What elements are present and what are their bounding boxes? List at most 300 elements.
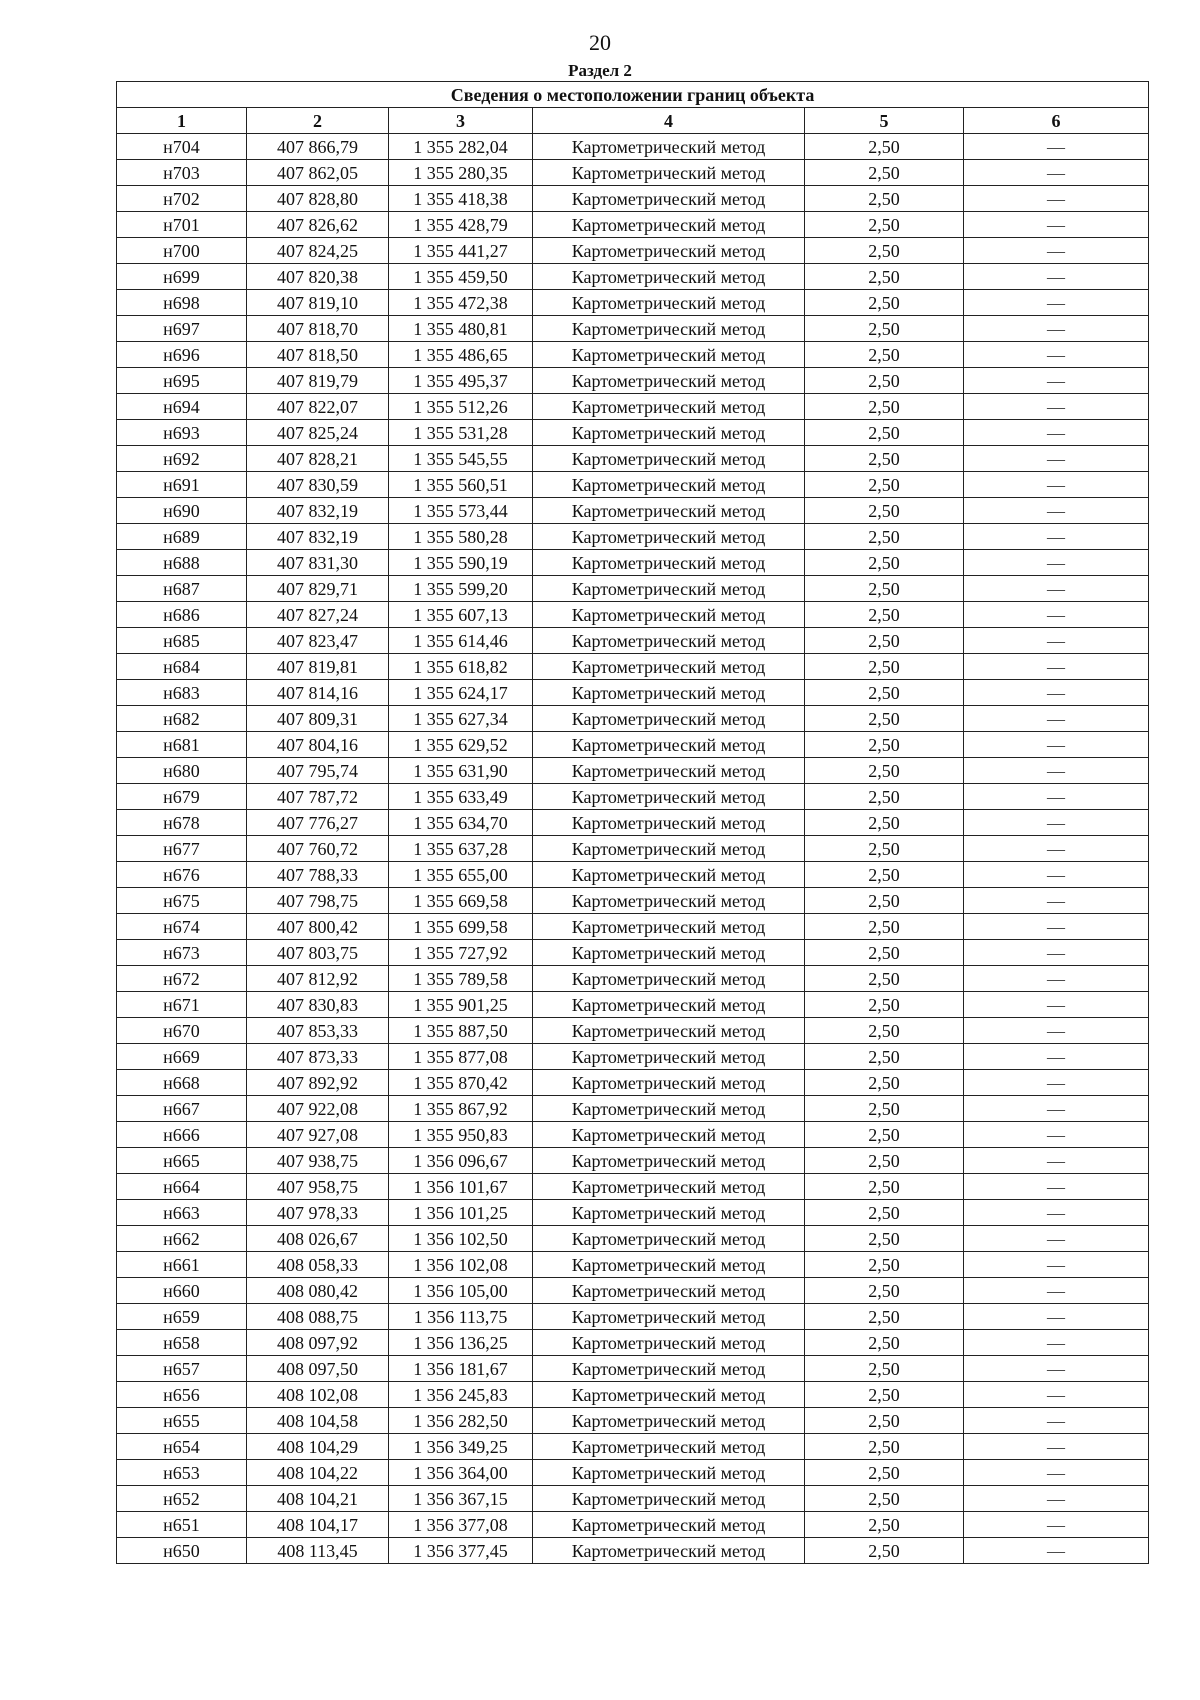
- cell-coordinate-y: 1 356 136,25: [389, 1330, 533, 1356]
- cell-method: Картометрический метод: [533, 1408, 805, 1434]
- cell-accuracy: 2,50: [805, 524, 964, 550]
- table-caption: Сведения о местоположении границ объекта: [117, 82, 1149, 108]
- cell-coordinate-y: 1 355 870,42: [389, 1070, 533, 1096]
- table-row: [117, 940, 1149, 966]
- cell-coordinate-y: 1 356 349,25: [389, 1434, 533, 1460]
- cell-coordinate-x: 408 104,22: [247, 1460, 389, 1486]
- table-row: [117, 992, 1149, 1018]
- cell-method: Картометрический метод: [533, 1096, 805, 1122]
- cell-accuracy: 2,50: [805, 316, 964, 342]
- cell-point-name: н665: [117, 1148, 247, 1174]
- cell-coordinate-y: 1 355 531,28: [389, 420, 533, 446]
- cell-method: Картометрический метод: [533, 524, 805, 550]
- cell-note: —: [964, 1486, 1149, 1512]
- cell-coordinate-x: 407 824,25: [247, 238, 389, 264]
- cell-accuracy: 2,50: [805, 498, 964, 524]
- cell-note: —: [964, 1148, 1149, 1174]
- cell-coordinate-x: 407 832,19: [247, 498, 389, 524]
- cell-method: Картометрический метод: [533, 1512, 805, 1538]
- cell-coordinate-x: 408 104,29: [247, 1434, 389, 1460]
- cell-point-name: н660: [117, 1278, 247, 1304]
- cell-accuracy: 2,50: [805, 212, 964, 238]
- table-row: [117, 1122, 1149, 1148]
- cell-accuracy: 2,50: [805, 1512, 964, 1538]
- cell-coordinate-y: 1 355 280,35: [389, 160, 533, 186]
- cell-note: —: [964, 706, 1149, 732]
- cell-coordinate-x: 407 831,30: [247, 550, 389, 576]
- cell-coordinate-y: 1 355 614,46: [389, 628, 533, 654]
- cell-point-name: н684: [117, 654, 247, 680]
- table-row: [117, 1148, 1149, 1174]
- cell-coordinate-x: 407 795,74: [247, 758, 389, 784]
- cell-point-name: н701: [117, 212, 247, 238]
- table-row: [117, 1200, 1149, 1226]
- cell-point-name: н697: [117, 316, 247, 342]
- cell-note: —: [964, 862, 1149, 888]
- cell-coordinate-y: 1 356 105,00: [389, 1278, 533, 1304]
- table-row: [117, 134, 1149, 160]
- cell-coordinate-x: 407 927,08: [247, 1122, 389, 1148]
- cell-coordinate-y: 1 356 377,08: [389, 1512, 533, 1538]
- table-row: [117, 862, 1149, 888]
- table-row: [117, 654, 1149, 680]
- column-number-6: 6: [964, 108, 1149, 134]
- cell-note: —: [964, 1408, 1149, 1434]
- cell-method: Картометрический метод: [533, 602, 805, 628]
- cell-coordinate-y: 1 355 950,83: [389, 1122, 533, 1148]
- cell-accuracy: 2,50: [805, 1538, 964, 1564]
- table-row: [117, 238, 1149, 264]
- table-row: [117, 1304, 1149, 1330]
- cell-note: —: [964, 1226, 1149, 1252]
- table-row: [117, 316, 1149, 342]
- cell-coordinate-x: 407 818,70: [247, 316, 389, 342]
- cell-accuracy: 2,50: [805, 1070, 964, 1096]
- cell-note: —: [964, 316, 1149, 342]
- cell-accuracy: 2,50: [805, 446, 964, 472]
- cell-point-name: н651: [117, 1512, 247, 1538]
- cell-accuracy: 2,50: [805, 1330, 964, 1356]
- table-row: [117, 836, 1149, 862]
- cell-note: —: [964, 1278, 1149, 1304]
- table-row: [117, 888, 1149, 914]
- table-row: [117, 1382, 1149, 1408]
- cell-point-name: н692: [117, 446, 247, 472]
- cell-accuracy: 2,50: [805, 1174, 964, 1200]
- cell-coordinate-x: 407 819,81: [247, 654, 389, 680]
- cell-coordinate-y: 1 356 102,50: [389, 1226, 533, 1252]
- cell-method: Картометрический метод: [533, 1330, 805, 1356]
- cell-point-name: н677: [117, 836, 247, 862]
- cell-point-name: н658: [117, 1330, 247, 1356]
- cell-accuracy: 2,50: [805, 966, 964, 992]
- cell-method: Картометрический метод: [533, 394, 805, 420]
- cell-point-name: н691: [117, 472, 247, 498]
- column-number-row: [117, 108, 1149, 134]
- table-row: [117, 1460, 1149, 1486]
- table-row: [117, 498, 1149, 524]
- table-row: [117, 732, 1149, 758]
- cell-note: —: [964, 1512, 1149, 1538]
- cell-point-name: н685: [117, 628, 247, 654]
- cell-accuracy: 2,50: [805, 914, 964, 940]
- table-row: [117, 1356, 1149, 1382]
- cell-method: Картометрический метод: [533, 940, 805, 966]
- cell-method: Картометрический метод: [533, 186, 805, 212]
- cell-note: —: [964, 810, 1149, 836]
- cell-point-name: н668: [117, 1070, 247, 1096]
- table-row: [117, 1538, 1149, 1564]
- column-number-2: 2: [247, 108, 389, 134]
- cell-method: Картометрический метод: [533, 680, 805, 706]
- cell-coordinate-y: 1 355 480,81: [389, 316, 533, 342]
- table-row: [117, 758, 1149, 784]
- cell-point-name: н702: [117, 186, 247, 212]
- cell-point-name: н671: [117, 992, 247, 1018]
- cell-coordinate-x: 407 822,07: [247, 394, 389, 420]
- cell-method: Картометрический метод: [533, 732, 805, 758]
- cell-accuracy: 2,50: [805, 290, 964, 316]
- table-row: [117, 576, 1149, 602]
- cell-coordinate-y: 1 355 633,49: [389, 784, 533, 810]
- column-number-3: 3: [389, 108, 533, 134]
- cell-method: Картометрический метод: [533, 368, 805, 394]
- cell-point-name: н654: [117, 1434, 247, 1460]
- cell-accuracy: 2,50: [805, 1486, 964, 1512]
- cell-coordinate-x: 407 819,79: [247, 368, 389, 394]
- table-row: [117, 550, 1149, 576]
- cell-method: Картометрический метод: [533, 1070, 805, 1096]
- cell-point-name: н699: [117, 264, 247, 290]
- cell-accuracy: 2,50: [805, 810, 964, 836]
- cell-point-name: н656: [117, 1382, 247, 1408]
- cell-point-name: н679: [117, 784, 247, 810]
- cell-coordinate-y: 1 355 789,58: [389, 966, 533, 992]
- column-number-5: 5: [805, 108, 964, 134]
- cell-method: Картометрический метод: [533, 238, 805, 264]
- cell-coordinate-x: 408 097,92: [247, 1330, 389, 1356]
- cell-method: Картометрический метод: [533, 1018, 805, 1044]
- cell-accuracy: 2,50: [805, 940, 964, 966]
- table-row: [117, 290, 1149, 316]
- cell-coordinate-x: 408 104,21: [247, 1486, 389, 1512]
- cell-accuracy: 2,50: [805, 160, 964, 186]
- table-row: [117, 446, 1149, 472]
- cell-method: Картометрический метод: [533, 316, 805, 342]
- cell-note: —: [964, 342, 1149, 368]
- cell-method: Картометрический метод: [533, 628, 805, 654]
- cell-method: Картометрический метод: [533, 1200, 805, 1226]
- cell-coordinate-y: 1 355 282,04: [389, 134, 533, 160]
- table-row: [117, 1408, 1149, 1434]
- table-row: [117, 628, 1149, 654]
- table-row: [117, 1096, 1149, 1122]
- cell-coordinate-x: 407 820,38: [247, 264, 389, 290]
- cell-method: Картометрический метод: [533, 654, 805, 680]
- cell-coordinate-y: 1 355 887,50: [389, 1018, 533, 1044]
- cell-point-name: н686: [117, 602, 247, 628]
- cell-coordinate-y: 1 355 877,08: [389, 1044, 533, 1070]
- table-row: [117, 914, 1149, 940]
- cell-coordinate-x: 408 088,75: [247, 1304, 389, 1330]
- cell-note: —: [964, 914, 1149, 940]
- cell-point-name: н666: [117, 1122, 247, 1148]
- cell-accuracy: 2,50: [805, 550, 964, 576]
- cell-method: Картометрический метод: [533, 420, 805, 446]
- cell-coordinate-x: 407 830,83: [247, 992, 389, 1018]
- cell-accuracy: 2,50: [805, 342, 964, 368]
- cell-accuracy: 2,50: [805, 992, 964, 1018]
- cell-coordinate-y: 1 355 627,34: [389, 706, 533, 732]
- table-body: [117, 134, 1149, 1564]
- cell-point-name: н657: [117, 1356, 247, 1382]
- cell-coordinate-x: 407 788,33: [247, 862, 389, 888]
- column-number-4: 4: [533, 108, 805, 134]
- table-row: [117, 160, 1149, 186]
- cell-method: Картометрический метод: [533, 1304, 805, 1330]
- cell-point-name: н694: [117, 394, 247, 420]
- table-row: [117, 966, 1149, 992]
- cell-method: Картометрический метод: [533, 446, 805, 472]
- cell-coordinate-x: 408 104,17: [247, 1512, 389, 1538]
- cell-coordinate-y: 1 355 634,70: [389, 810, 533, 836]
- cell-coordinate-x: 407 828,21: [247, 446, 389, 472]
- cell-method: Картометрический метод: [533, 1122, 805, 1148]
- cell-coordinate-x: 407 787,72: [247, 784, 389, 810]
- cell-point-name: н700: [117, 238, 247, 264]
- cell-note: —: [964, 186, 1149, 212]
- table-row: [117, 1018, 1149, 1044]
- cell-accuracy: 2,50: [805, 576, 964, 602]
- cell-method: Картометрический метод: [533, 888, 805, 914]
- cell-coordinate-x: 407 829,71: [247, 576, 389, 602]
- cell-accuracy: 2,50: [805, 1200, 964, 1226]
- cell-note: —: [964, 290, 1149, 316]
- cell-accuracy: 2,50: [805, 732, 964, 758]
- cell-note: —: [964, 940, 1149, 966]
- cell-accuracy: 2,50: [805, 1148, 964, 1174]
- table-row: [117, 524, 1149, 550]
- cell-coordinate-x: 407 826,62: [247, 212, 389, 238]
- cell-note: —: [964, 238, 1149, 264]
- cell-coordinate-y: 1 355 655,00: [389, 862, 533, 888]
- cell-note: —: [964, 472, 1149, 498]
- cell-coordinate-y: 1 355 560,51: [389, 472, 533, 498]
- cell-coordinate-y: 1 355 512,26: [389, 394, 533, 420]
- cell-accuracy: 2,50: [805, 1018, 964, 1044]
- column-number-1: 1: [117, 108, 247, 134]
- cell-accuracy: 2,50: [805, 1356, 964, 1382]
- cell-method: Картометрический метод: [533, 160, 805, 186]
- cell-method: Картометрический метод: [533, 1460, 805, 1486]
- cell-method: Картометрический метод: [533, 1278, 805, 1304]
- cell-coordinate-x: 407 819,10: [247, 290, 389, 316]
- cell-coordinate-y: 1 356 367,15: [389, 1486, 533, 1512]
- coordinates-table: [116, 81, 1149, 1564]
- table-row: [117, 1044, 1149, 1070]
- cell-note: —: [964, 1174, 1149, 1200]
- cell-accuracy: 2,50: [805, 888, 964, 914]
- cell-coordinate-y: 1 356 181,67: [389, 1356, 533, 1382]
- cell-coordinate-x: 407 818,50: [247, 342, 389, 368]
- cell-method: Картометрический метод: [533, 1382, 805, 1408]
- table-row: [117, 472, 1149, 498]
- cell-note: —: [964, 654, 1149, 680]
- cell-coordinate-y: 1 355 418,38: [389, 186, 533, 212]
- table-row: [117, 264, 1149, 290]
- cell-point-name: н663: [117, 1200, 247, 1226]
- cell-accuracy: 2,50: [805, 1278, 964, 1304]
- table-row: [117, 1174, 1149, 1200]
- cell-point-name: н670: [117, 1018, 247, 1044]
- cell-coordinate-x: 407 760,72: [247, 836, 389, 862]
- cell-coordinate-x: 407 823,47: [247, 628, 389, 654]
- cell-point-name: н693: [117, 420, 247, 446]
- cell-method: Картометрический метод: [533, 862, 805, 888]
- cell-point-name: н662: [117, 1226, 247, 1252]
- cell-method: Картометрический метод: [533, 1538, 805, 1564]
- cell-coordinate-x: 407 832,19: [247, 524, 389, 550]
- cell-note: —: [964, 1070, 1149, 1096]
- cell-method: Картометрический метод: [533, 290, 805, 316]
- cell-accuracy: 2,50: [805, 628, 964, 654]
- cell-coordinate-x: 407 800,42: [247, 914, 389, 940]
- cell-point-name: н681: [117, 732, 247, 758]
- cell-note: —: [964, 680, 1149, 706]
- table-row: [117, 1512, 1149, 1538]
- cell-note: —: [964, 836, 1149, 862]
- cell-note: —: [964, 1018, 1149, 1044]
- table-row: [117, 706, 1149, 732]
- cell-method: Картометрический метод: [533, 758, 805, 784]
- cell-note: —: [964, 602, 1149, 628]
- cell-coordinate-y: 1 356 282,50: [389, 1408, 533, 1434]
- cell-note: —: [964, 1538, 1149, 1564]
- cell-coordinate-y: 1 355 618,82: [389, 654, 533, 680]
- cell-method: Картометрический метод: [533, 264, 805, 290]
- cell-point-name: н673: [117, 940, 247, 966]
- cell-point-name: н655: [117, 1408, 247, 1434]
- table-row: [117, 186, 1149, 212]
- cell-coordinate-x: 407 938,75: [247, 1148, 389, 1174]
- cell-note: —: [964, 394, 1149, 420]
- cell-point-name: н664: [117, 1174, 247, 1200]
- cell-method: Картометрический метод: [533, 1486, 805, 1512]
- cell-method: Картометрический метод: [533, 212, 805, 238]
- cell-coordinate-x: 407 958,75: [247, 1174, 389, 1200]
- cell-accuracy: 2,50: [805, 368, 964, 394]
- table-row: [117, 1226, 1149, 1252]
- cell-method: Картометрический метод: [533, 836, 805, 862]
- cell-note: —: [964, 524, 1149, 550]
- table-row: [117, 394, 1149, 420]
- cell-accuracy: 2,50: [805, 654, 964, 680]
- cell-point-name: н676: [117, 862, 247, 888]
- cell-note: —: [964, 576, 1149, 602]
- cell-note: —: [964, 498, 1149, 524]
- cell-accuracy: 2,50: [805, 758, 964, 784]
- cell-coordinate-y: 1 355 599,20: [389, 576, 533, 602]
- cell-coordinate-y: 1 356 377,45: [389, 1538, 533, 1564]
- cell-point-name: н678: [117, 810, 247, 836]
- table-row: [117, 784, 1149, 810]
- cell-method: Картометрический метод: [533, 576, 805, 602]
- cell-accuracy: 2,50: [805, 680, 964, 706]
- cell-note: —: [964, 550, 1149, 576]
- cell-accuracy: 2,50: [805, 134, 964, 160]
- cell-method: Картометрический метод: [533, 498, 805, 524]
- cell-coordinate-y: 1 355 573,44: [389, 498, 533, 524]
- cell-coordinate-y: 1 356 113,75: [389, 1304, 533, 1330]
- cell-note: —: [964, 1200, 1149, 1226]
- cell-coordinate-x: 408 058,33: [247, 1252, 389, 1278]
- cell-coordinate-y: 1 355 486,65: [389, 342, 533, 368]
- cell-note: —: [964, 1460, 1149, 1486]
- cell-note: —: [964, 264, 1149, 290]
- cell-accuracy: 2,50: [805, 394, 964, 420]
- cell-accuracy: 2,50: [805, 420, 964, 446]
- table-row: [117, 1252, 1149, 1278]
- cell-method: Картометрический метод: [533, 810, 805, 836]
- cell-accuracy: 2,50: [805, 1096, 964, 1122]
- cell-method: Картометрический метод: [533, 1226, 805, 1252]
- cell-point-name: н688: [117, 550, 247, 576]
- cell-point-name: н667: [117, 1096, 247, 1122]
- cell-coordinate-x: 408 102,08: [247, 1382, 389, 1408]
- cell-coordinate-x: 407 866,79: [247, 134, 389, 160]
- cell-coordinate-y: 1 355 699,58: [389, 914, 533, 940]
- cell-coordinate-x: 407 827,24: [247, 602, 389, 628]
- cell-method: Картометрический метод: [533, 134, 805, 160]
- cell-coordinate-x: 408 104,58: [247, 1408, 389, 1434]
- cell-point-name: н672: [117, 966, 247, 992]
- cell-method: Картометрический метод: [533, 1434, 805, 1460]
- cell-coordinate-y: 1 355 629,52: [389, 732, 533, 758]
- cell-accuracy: 2,50: [805, 1122, 964, 1148]
- cell-accuracy: 2,50: [805, 186, 964, 212]
- cell-note: —: [964, 966, 1149, 992]
- cell-coordinate-y: 1 356 245,83: [389, 1382, 533, 1408]
- cell-method: Картометрический метод: [533, 784, 805, 810]
- cell-coordinate-y: 1 355 472,38: [389, 290, 533, 316]
- cell-note: —: [964, 1096, 1149, 1122]
- cell-method: Картометрический метод: [533, 342, 805, 368]
- cell-coordinate-y: 1 355 428,79: [389, 212, 533, 238]
- cell-accuracy: 2,50: [805, 836, 964, 862]
- cell-note: —: [964, 992, 1149, 1018]
- cell-coordinate-y: 1 356 102,08: [389, 1252, 533, 1278]
- cell-coordinate-x: 407 776,27: [247, 810, 389, 836]
- cell-method: Картометрический метод: [533, 1044, 805, 1070]
- cell-point-name: н682: [117, 706, 247, 732]
- cell-accuracy: 2,50: [805, 1304, 964, 1330]
- cell-note: —: [964, 1044, 1149, 1070]
- cell-point-name: н680: [117, 758, 247, 784]
- cell-note: —: [964, 134, 1149, 160]
- cell-point-name: н652: [117, 1486, 247, 1512]
- cell-accuracy: 2,50: [805, 1460, 964, 1486]
- cell-coordinate-x: 407 809,31: [247, 706, 389, 732]
- cell-coordinate-y: 1 355 637,28: [389, 836, 533, 862]
- cell-note: —: [964, 446, 1149, 472]
- cell-accuracy: 2,50: [805, 238, 964, 264]
- table-row: [117, 1486, 1149, 1512]
- cell-accuracy: 2,50: [805, 1434, 964, 1460]
- cell-coordinate-x: 408 026,67: [247, 1226, 389, 1252]
- cell-coordinate-y: 1 355 459,50: [389, 264, 533, 290]
- cell-note: —: [964, 1382, 1149, 1408]
- cell-coordinate-x: 407 814,16: [247, 680, 389, 706]
